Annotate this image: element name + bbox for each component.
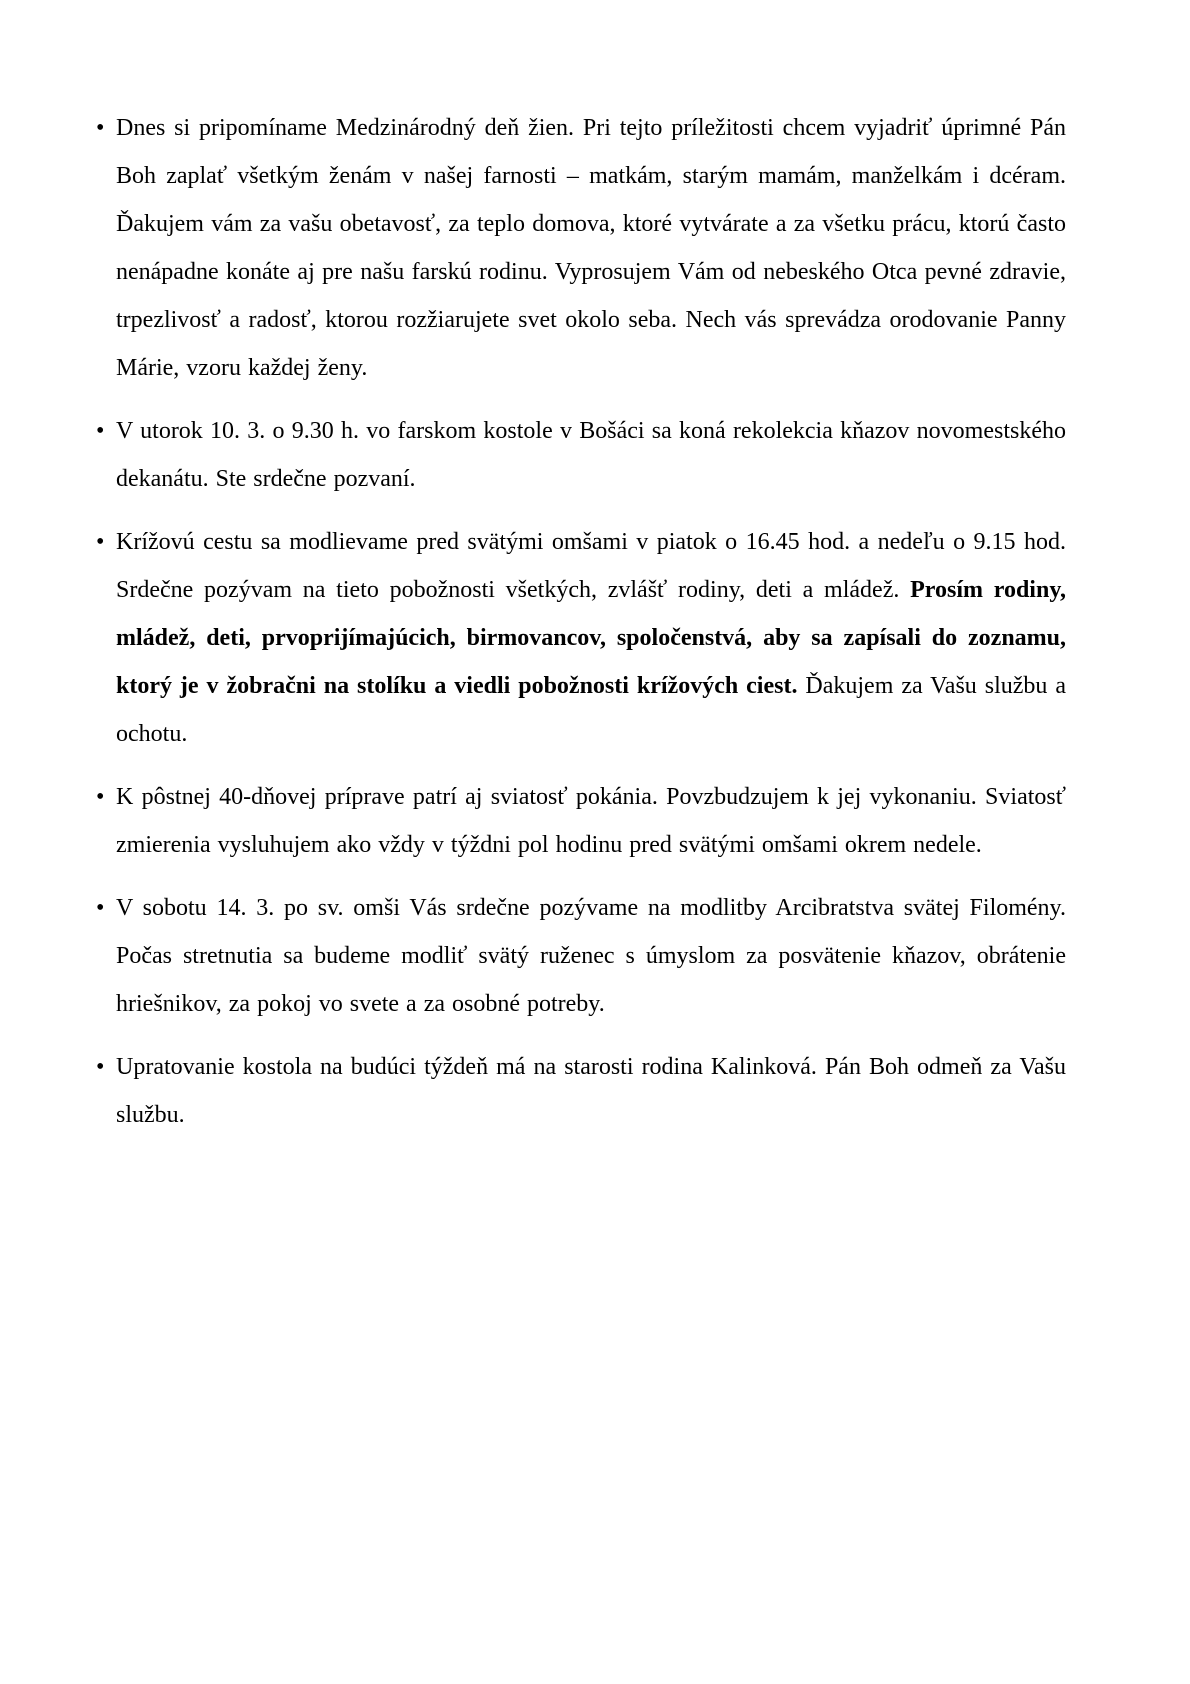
bulletin-item <box>96 518 1066 758</box>
text-segment: Krížovú cestu sa modlievame pred svätými omšami v piatok o 16.45 hod. a nedeľu o 9.15 hod. Srdečne pozývam na tieto pobožnosti všetkých, zvlášť rodiny, deti a mládež. <box>116 529 1066 603</box>
text-segment: Upratovanie kostola na budúci týždeň má na starosti rodina Kalinková. Pán Boh odmeň za Vašu službu. <box>116 1054 1066 1128</box>
bullet-marker-icon: • <box>96 529 105 555</box>
bullet-marker-icon: • <box>96 115 105 141</box>
bulletin-item <box>96 1043 1066 1139</box>
text-segment: V utorok 10. 3. o 9.30 h. vo farskom kostole v Bošáci sa koná rekolekcia kňazov novomestského dekanátu. Ste srdečne pozvaní. <box>116 418 1066 492</box>
text-segment: Ďakujem za Vašu službu a ochotu. <box>116 673 1066 747</box>
text-segment: Dnes si pripomíname Medzinárodný deň žien. Pri tejto príležitosti chcem vyjadriť úprimné Pán Boh zaplať všetkým ženám v našej farnosti – matkám, starým mamám, manželkám i dcéram. Ďakujem vám za vašu obetavosť, za teplo domova, ktoré vytvárate a za všetku prácu, ktorú často nenápadne konáte aj pre našu farskú rodinu. Vyprosujem Vám od nebeského Otca pevné zdravie, trpezlivosť a radosť, ktorou rozžiarujete svet okolo seba. Nech vás sprevádza orodovanie Panny Márie, vzoru každej ženy. <box>116 115 1066 381</box>
bullet-marker-icon: • <box>96 1054 105 1080</box>
bulletin-item <box>96 884 1066 1028</box>
text-segment: K pôstnej 40-dňovej príprave patrí aj sviatosť pokánia. Povzbudzujem k jej vykonaniu. Sviatosť zmierenia vysluhujem ako vždy v týždni pol hodinu pred svätými omšami okrem nedele. <box>116 784 1066 858</box>
bulletin-item <box>96 773 1066 869</box>
bulletin-list <box>96 104 1066 1154</box>
text-segment-bold: Prosím rodiny, mládež, deti, prvoprijímajúcich, birmovancov, spoločenstvá, aby sa zapísali do zoznamu, ktorý je v žobračni na stolíku a viedli pobožnosti krížových ciest. <box>116 577 1066 699</box>
bullet-marker-icon: • <box>96 418 105 444</box>
bulletin-item <box>96 104 1066 392</box>
bullet-marker-icon: • <box>96 895 105 921</box>
bulletin-item <box>96 407 1066 503</box>
bullet-marker-icon: • <box>96 784 105 810</box>
text-segment: V sobotu 14. 3. po sv. omši Vás srdečne pozývame na modlitby Arcibratstva svätej Filomény. Počas stretnutia sa budeme modliť svätý ruženec s úmyslom za posvätenie kňazov, obrátenie hriešnikov, za pokoj vo svete a za osobné potreby. <box>116 895 1066 1017</box>
